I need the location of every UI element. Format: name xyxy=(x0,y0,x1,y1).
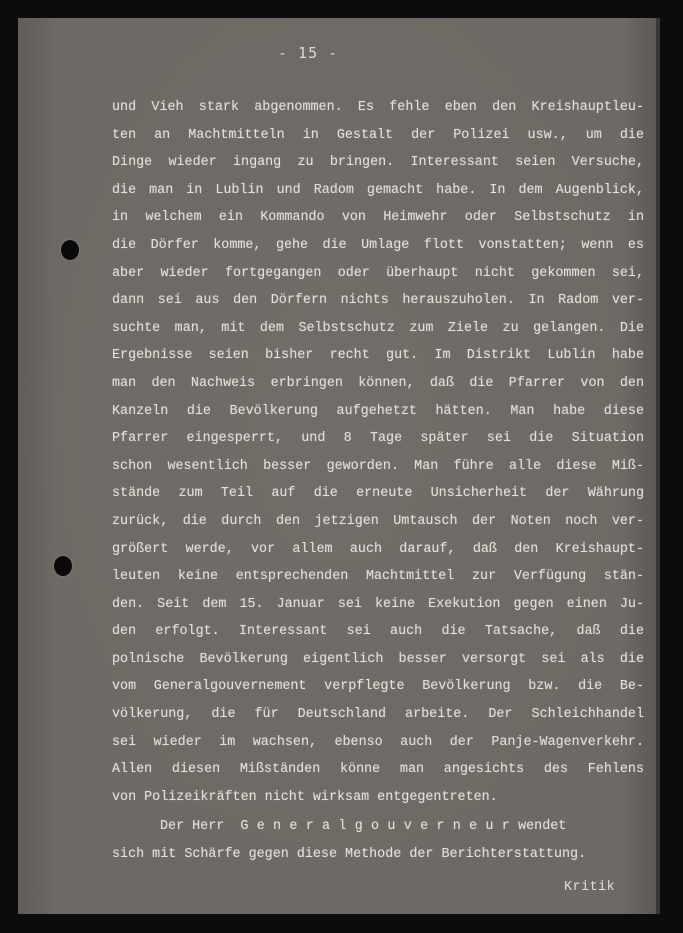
text-line: sei wieder im wachsen, ebenso auch der Panje-Wagenverkehr. xyxy=(112,734,644,750)
paragraph-1 xyxy=(112,94,644,811)
punch-hole-top xyxy=(61,240,79,260)
text-line: von Polizeikräften nicht wirksam entgegentreten. xyxy=(112,789,498,805)
paper-edge xyxy=(656,18,660,914)
text-line: Ergebnisse seien bisher recht gut. Im Distrikt Lublin habe xyxy=(112,348,644,364)
punch-hole-bottom xyxy=(54,556,72,576)
document-body xyxy=(112,94,644,869)
text-line: und Vieh stark abgenommen. Es fehle eben den Kreishauptleu- xyxy=(112,100,644,115)
paragraph-2 xyxy=(112,813,644,868)
text-line: Dinge wieder ingang zu bringen. Interessant seien Versuche, xyxy=(112,155,644,171)
text-line: völkerung, die für Deutschland arbeite. Der Schleichhandel xyxy=(112,707,644,723)
text-line: stände zum Teil auf die erneute Unsicherheit der Währung xyxy=(112,486,644,502)
margin-note: Kritik xyxy=(564,880,616,895)
text-line: den. Seit dem 15. Januar sei keine Exekution gegen einen Ju- xyxy=(112,596,644,612)
text-line: Pfarrer eingesperrt, und 8 Tage später sei die Situation xyxy=(112,431,644,447)
text-line: schon wesentlich besser geworden. Man führe alle diese Miß- xyxy=(112,458,644,474)
text-line: den erfolgt. Interessant sei auch die Tatsache, daß die xyxy=(112,624,644,640)
text-line: größert werde, vor allem auch darauf, daß den Kreishaupt- xyxy=(112,541,644,557)
text-line: dann sei aus den Dörfern nichts herauszuholen. In Radom ver- xyxy=(112,293,644,309)
text-line: ten an Machtmitteln in Gestalt der Polizei usw., um die xyxy=(112,127,644,143)
text-line: vom Generalgouvernement verpflegte Bevölkerung bzw. die Be- xyxy=(112,679,644,695)
text-line: die man in Lublin und Radom gemacht habe. In dem Augenblick, xyxy=(112,182,644,198)
text-line: man den Nachweis erbringen können, daß die Pfarrer von den xyxy=(112,375,644,391)
page-number: - 15 - xyxy=(278,44,339,62)
text-line: die Dörfer komme, gehe die Umlage flott vonstatten; wenn es xyxy=(112,237,644,253)
text-line: polnische Bevölkerung eigentlich besser versorgt sei als die xyxy=(112,651,644,667)
text-fragment: wendet xyxy=(518,819,567,835)
text-line: leuten keine entsprechenden Machtmittel zur Verfügung stän- xyxy=(112,569,644,585)
text-line: in welchem ein Kommando von Heimwehr oder Selbstschutz in xyxy=(112,210,644,226)
text-line: aber wieder fortgegangen oder überhaupt nicht gekommen sei, xyxy=(112,265,644,281)
text-line-spaced xyxy=(112,813,644,841)
text-line: sich mit Schärfe gegen diese Methode der Berichterstattung. xyxy=(112,847,587,863)
text-line: Kanzeln die Bevölkerung aufgehetzt hätten. Man habe diese xyxy=(112,403,644,419)
text-line: zurück, die durch den jetzigen Umtausch der Noten noch ver- xyxy=(112,513,644,529)
text-fragment: Der Herr xyxy=(160,819,225,835)
text-line: suchte man, mit dem Selbstschutz zum Ziele zu gelangen. Die xyxy=(112,320,644,336)
text-line: Allen diesen Mißständen könne man angesichts des Fehlens xyxy=(112,762,644,778)
emphasized-title: Generalgouverneur xyxy=(240,819,519,835)
